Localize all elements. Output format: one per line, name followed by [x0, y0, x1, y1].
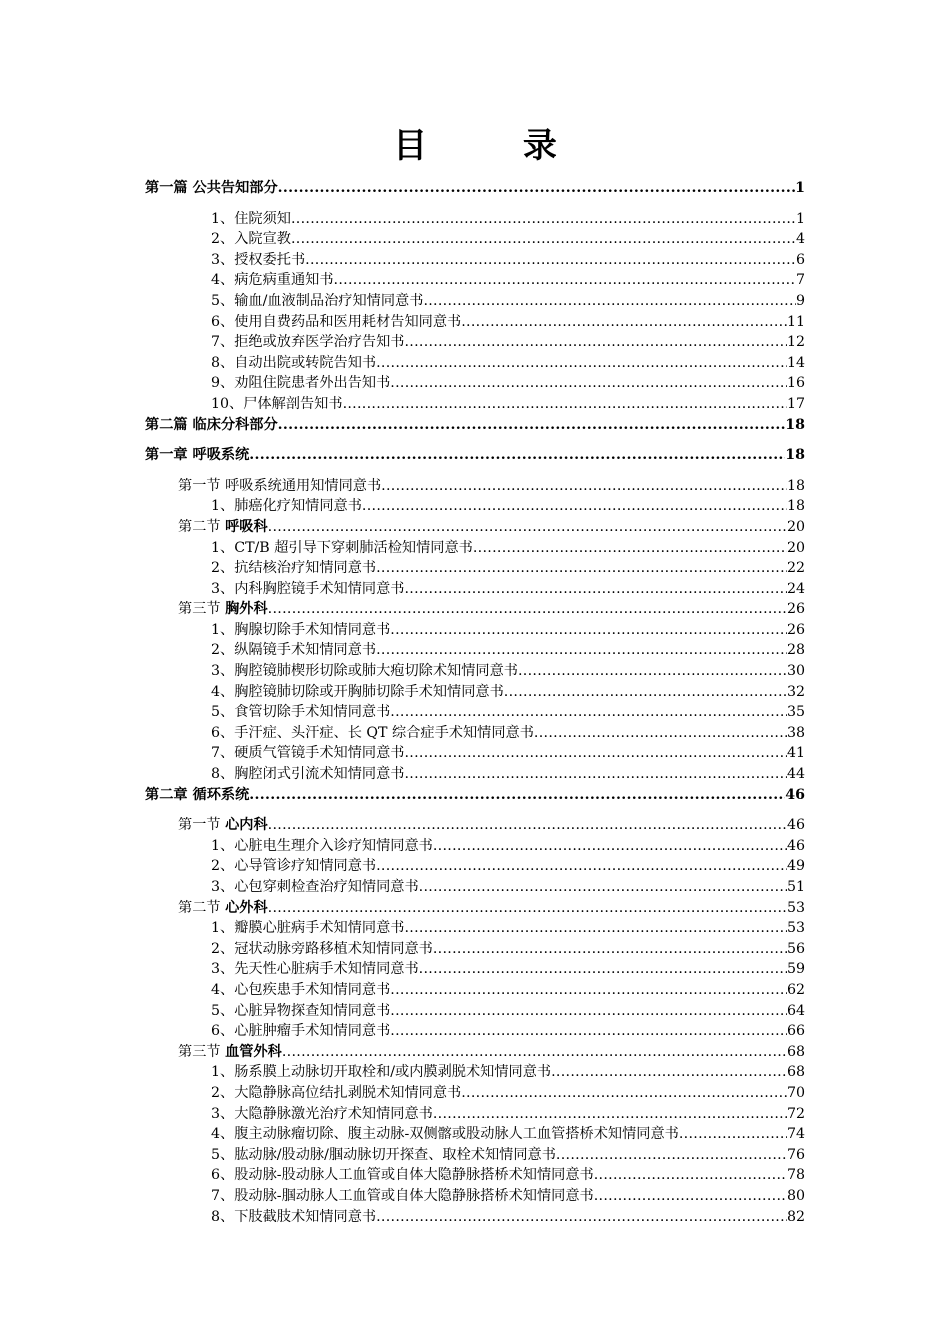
toc-item-entry[interactable]	[145, 836, 805, 857]
toc-page-number: 53	[786, 920, 805, 937]
toc-leader-dots	[679, 1124, 787, 1145]
toc-leader-dots	[556, 1145, 787, 1166]
toc-entry-dept: 心内科	[225, 817, 268, 834]
toc-entry-label: 6、使用自费药品和医用耗材告知同意书	[211, 313, 462, 330]
toc-item-entry[interactable]	[145, 270, 805, 291]
toc-leader-dots	[419, 959, 787, 980]
toc-leader-dots	[381, 476, 787, 497]
toc-leader-dots	[376, 1207, 787, 1228]
toc-leader-dots	[594, 1165, 787, 1186]
toc-entry-label: 8、胸腔闭式引流术知情同意书	[211, 766, 405, 783]
toc-section-entry[interactable]	[145, 599, 805, 620]
toc-page-number: 66	[786, 1023, 805, 1040]
toc-item-entry[interactable]	[145, 661, 805, 682]
toc-leader-dots	[282, 1042, 787, 1063]
toc-leader-dots	[534, 723, 787, 744]
toc-entry-label: 第三节 胸外科	[178, 601, 268, 618]
toc-item-entry[interactable]	[145, 1104, 805, 1125]
toc-page-number: 46	[785, 786, 805, 803]
toc-page-number: 53	[786, 899, 805, 916]
toc-leader-dots	[404, 918, 786, 939]
toc-page-number: 14	[786, 354, 805, 371]
toc-entry-label: 7、拒绝或放弃医学治疗告知书	[211, 334, 405, 351]
toc-entry-label: 1、CT/B 超引导下穿刺肺活检知情同意书	[211, 539, 473, 556]
toc-page-number: 24	[786, 580, 805, 597]
toc-page-number: 18	[785, 416, 805, 433]
toc-leader-dots	[390, 373, 787, 394]
toc-page-number: 51	[786, 879, 805, 895]
toc-item-entry[interactable]	[145, 1083, 805, 1104]
toc-item-entry[interactable]	[145, 980, 805, 1001]
toc-leader-dots	[376, 353, 787, 374]
toc-page-number: 62	[786, 981, 805, 998]
toc-entry-label: 2、冠状动脉旁路移植术知情同意书	[211, 940, 433, 957]
toc-leader-dots	[504, 682, 787, 703]
toc-item-entry[interactable]	[145, 579, 805, 600]
toc-page-number: 68	[786, 1064, 805, 1081]
toc-leader-dots	[518, 661, 787, 682]
toc-leader-dots	[473, 538, 787, 559]
toc-leader-dots	[291, 229, 796, 250]
toc-entry-label: 4、胸腔镜肺切除或开胸肺切除手术知情同意书	[211, 683, 504, 700]
toc-item-entry[interactable]	[145, 918, 805, 939]
toc-leader-dots	[433, 836, 787, 857]
toc-part-entry[interactable]	[145, 415, 805, 436]
toc-entry-label: 9、劝阻住院患者外出告知书	[211, 375, 391, 392]
toc-item-entry[interactable]	[145, 1186, 805, 1207]
toc-item-entry[interactable]	[145, 1207, 805, 1228]
toc-entry-label: 3、授权委托书	[211, 251, 306, 268]
toc-entry-label: 10、尸体解剖告知书	[211, 395, 343, 412]
toc-page-number: 22	[786, 560, 805, 577]
toc-leader-dots	[433, 1104, 787, 1125]
toc-item-entry[interactable]	[145, 250, 805, 271]
toc-page-number: 28	[786, 642, 805, 659]
toc-item-entry[interactable]	[145, 939, 805, 960]
toc-page-number: 6	[795, 251, 805, 268]
toc-leader-dots	[404, 764, 786, 785]
toc-entry-label: 5、食管切除手术知情同意书	[211, 704, 391, 721]
toc-entry-label: 第二章 循环系统	[145, 786, 250, 803]
toc-entry-label: 1、瓣膜心脏病手术知情同意书	[211, 920, 405, 937]
toc-leader-dots	[404, 579, 786, 600]
toc-part-entry[interactable]	[145, 178, 805, 199]
toc-item-entry[interactable]	[145, 620, 805, 641]
toc-leader-dots	[334, 270, 796, 291]
toc-entry-label: 第一节 呼吸系统通用知情同意书	[178, 477, 382, 494]
toc-entry-label: 第一篇 公共告知部分	[145, 180, 278, 196]
toc-item-entry[interactable]	[145, 877, 805, 898]
toc-entry-label: 5、肱动脉/股动脉/腘动脉切开探查、取栓术知情同意书	[211, 1146, 556, 1163]
toc-item-entry[interactable]	[145, 959, 805, 980]
page-title: 目 录	[393, 126, 599, 166]
toc-leader-dots	[249, 445, 785, 466]
toc-entry-label: 6、股动脉-股动脉人工血管或自体大隐静脉搭桥术知情同意书	[211, 1167, 594, 1184]
table-of-contents	[145, 178, 805, 1227]
toc-section-entry[interactable]	[145, 476, 805, 497]
toc-item-entry[interactable]	[145, 496, 805, 517]
toc-page-number: 18	[786, 477, 805, 494]
toc-page-number: 78	[786, 1167, 805, 1184]
toc-page-number: 49	[786, 858, 805, 875]
toc-item-entry[interactable]	[145, 640, 805, 661]
toc-leader-dots	[343, 394, 787, 415]
toc-page-number: 46	[786, 837, 805, 854]
toc-leader-dots	[278, 415, 786, 436]
toc-item-entry[interactable]	[145, 1165, 805, 1186]
toc-leader-dots	[404, 743, 786, 764]
toc-entry-label: 1、肺癌化疗知情同意书	[211, 498, 362, 515]
toc-page-number: 12	[786, 334, 805, 351]
toc-entry-label: 5、输血/血液制品治疗知情同意书	[211, 292, 424, 309]
toc-leader-dots	[278, 178, 795, 199]
toc-page-number: 59	[786, 961, 805, 978]
toc-page-number: 44	[786, 766, 805, 783]
toc-page-number: 1	[795, 210, 805, 227]
toc-entry-label: 3、内科胸腔镜手术知情同意书	[211, 580, 405, 597]
toc-page-number: 26	[786, 601, 805, 618]
toc-entry-label: 第二节 心外科	[178, 899, 268, 916]
toc-item-entry[interactable]	[145, 373, 805, 394]
toc-leader-dots	[376, 856, 787, 877]
toc-item-entry[interactable]	[145, 1145, 805, 1166]
toc-page-number: 64	[786, 1002, 805, 1019]
toc-leader-dots	[390, 980, 787, 1001]
toc-item-entry[interactable]	[145, 558, 805, 579]
toc-entry-label: 2、抗结核治疗知情同意书	[211, 560, 377, 577]
toc-entry-label: 第二节 呼吸科	[178, 518, 268, 535]
toc-item-entry[interactable]	[145, 353, 805, 374]
toc-leader-dots	[268, 815, 787, 836]
toc-page-number: 20	[786, 518, 805, 535]
toc-item-entry[interactable]	[145, 1124, 805, 1145]
toc-part-entry[interactable]	[145, 785, 805, 806]
toc-entry-label: 8、自动出院或转院告知书	[211, 354, 377, 371]
toc-entry-label: 第三节 血管外科	[178, 1043, 282, 1060]
toc-entry-label: 8、下肢截肢术知情同意书	[211, 1208, 377, 1225]
toc-item-entry[interactable]	[145, 229, 805, 250]
toc-page-number: 4	[795, 231, 805, 248]
toc-page-number: 11	[786, 313, 805, 330]
toc-item-entry[interactable]	[145, 682, 805, 703]
toc-section-entry[interactable]	[145, 1042, 805, 1063]
toc-item-entry[interactable]	[145, 291, 805, 312]
toc-leader-dots	[376, 558, 787, 579]
toc-leader-dots	[423, 291, 796, 312]
toc-entry-label: 第二篇 临床分科部分	[145, 416, 278, 433]
toc-page-number: 30	[786, 663, 805, 680]
toc-leader-dots	[461, 1083, 787, 1104]
toc-item-entry[interactable]	[145, 394, 805, 415]
toc-entry-label: 1、心脏电生理介入诊疗知情同意书	[211, 837, 433, 854]
toc-page-number: 38	[786, 724, 805, 741]
toc-page-number: 16	[786, 375, 805, 392]
toc-page-number: 1	[795, 180, 805, 196]
toc-entry-dept: 胸外科	[225, 601, 268, 618]
toc-page-number: 72	[786, 1105, 805, 1122]
toc-entry-label: 3、先天性心脏病手术知情同意书	[211, 961, 419, 978]
toc-page-number: 7	[795, 272, 805, 289]
toc-page-number: 68	[786, 1043, 805, 1060]
toc-leader-dots	[291, 209, 796, 230]
toc-entry-dept: 呼吸科	[225, 518, 268, 535]
toc-entry-label: 2、纵隔镜手术知情同意书	[211, 642, 377, 659]
toc-leader-dots	[390, 1021, 787, 1042]
toc-page-number: 18	[786, 498, 805, 515]
toc-section-entry[interactable]	[145, 898, 805, 919]
toc-item-entry[interactable]	[145, 856, 805, 877]
toc-leader-dots	[305, 250, 796, 271]
toc-page-number: 32	[786, 683, 805, 700]
toc-entry-label: 3、大隐静脉激光治疗术知情同意书	[211, 1105, 433, 1122]
toc-item-entry[interactable]	[145, 312, 805, 333]
toc-leader-dots	[419, 877, 787, 898]
toc-page-number: 26	[786, 621, 805, 638]
toc-item-entry[interactable]	[145, 702, 805, 723]
toc-page-number: 17	[786, 395, 805, 412]
toc-page-number: 35	[786, 704, 805, 721]
toc-page-number: 74	[786, 1126, 805, 1143]
toc-page-number: 82	[786, 1208, 805, 1225]
toc-section-entry[interactable]	[145, 517, 805, 538]
toc-entry-label: 1、肠系膜上动脉切开取栓和/或内膜剥脱术知情同意书	[211, 1064, 552, 1081]
toc-entry-label: 2、大隐静脉高位结扎剥脱术知情同意书	[211, 1084, 462, 1101]
toc-page-number: 18	[785, 447, 805, 464]
toc-leader-dots	[362, 496, 787, 517]
toc-entry-dept: 心外科	[225, 899, 268, 916]
toc-item-entry[interactable]	[145, 764, 805, 785]
toc-item-entry[interactable]	[145, 743, 805, 764]
toc-entry-label: 1、住院须知	[211, 210, 291, 227]
toc-entry-label: 第一节 心内科	[178, 817, 268, 834]
toc-item-entry[interactable]	[145, 1001, 805, 1022]
toc-leader-dots	[551, 1062, 787, 1083]
toc-entry-label: 4、心包疾患手术知情同意书	[211, 981, 391, 998]
toc-entry-label: 7、硬质气管镜手术知情同意书	[211, 745, 405, 762]
toc-entry-dept: 血管外科	[225, 1043, 282, 1060]
toc-entry-label: 4、腹主动脉瘤切除、腹主动脉-双侧髂或股动脉人工血管搭桥术知情同意书	[211, 1126, 679, 1143]
toc-leader-dots	[390, 620, 787, 641]
toc-leader-dots	[461, 312, 787, 333]
toc-page-number: 76	[786, 1146, 805, 1163]
toc-leader-dots	[249, 785, 785, 806]
toc-entry-label: 6、心脏肿瘤手术知情同意书	[211, 1023, 391, 1040]
toc-item-entry[interactable]	[145, 332, 805, 353]
toc-leader-dots	[404, 332, 786, 353]
toc-page-number: 80	[786, 1187, 805, 1204]
toc-leader-dots	[268, 599, 787, 620]
toc-entry-label: 4、病危病重通知书	[211, 272, 334, 289]
toc-entry-label: 2、心导管诊疗知情同意书	[211, 858, 377, 875]
toc-leader-dots	[390, 702, 787, 723]
toc-page-number: 70	[786, 1084, 805, 1101]
toc-part-entry[interactable]	[145, 445, 805, 466]
toc-item-entry[interactable]	[145, 1021, 805, 1042]
toc-page-number: 56	[786, 940, 805, 957]
toc-leader-dots	[594, 1186, 787, 1207]
toc-item-entry[interactable]	[145, 723, 805, 744]
toc-leader-dots	[390, 1001, 787, 1022]
toc-leader-dots	[376, 640, 787, 661]
toc-entry-label: 3、心包穿刺检查治疗知情同意书	[211, 879, 419, 895]
toc-item-entry[interactable]	[145, 209, 805, 230]
toc-entry-label: 2、入院宣教	[211, 231, 291, 248]
toc-page-number: 9	[795, 292, 805, 309]
toc-entry-label: 7、股动脉-腘动脉人工血管或自体大隐静脉搭桥术知情同意书	[211, 1187, 594, 1204]
toc-page-number: 41	[786, 745, 805, 762]
toc-entry-label: 3、胸腔镜肺楔形切除或肺大疱切除术知情同意书	[211, 663, 518, 680]
toc-leader-dots	[433, 939, 787, 960]
toc-page-number: 20	[786, 539, 805, 556]
toc-item-entry[interactable]	[145, 1062, 805, 1083]
toc-entry-label: 第一章 呼吸系统	[145, 447, 250, 464]
toc-leader-dots	[268, 898, 787, 919]
toc-entry-label: 5、心脏异物探查知情同意书	[211, 1002, 391, 1019]
toc-entry-label: 6、手汗症、头汗症、长 QT 综合症手术知情同意书	[211, 724, 534, 741]
toc-entry-label: 1、胸腺切除手术知情同意书	[211, 621, 391, 638]
toc-section-entry[interactable]	[145, 815, 805, 836]
toc-leader-dots	[268, 517, 787, 538]
toc-page-number: 46	[786, 817, 805, 834]
toc-item-entry[interactable]	[145, 538, 805, 559]
